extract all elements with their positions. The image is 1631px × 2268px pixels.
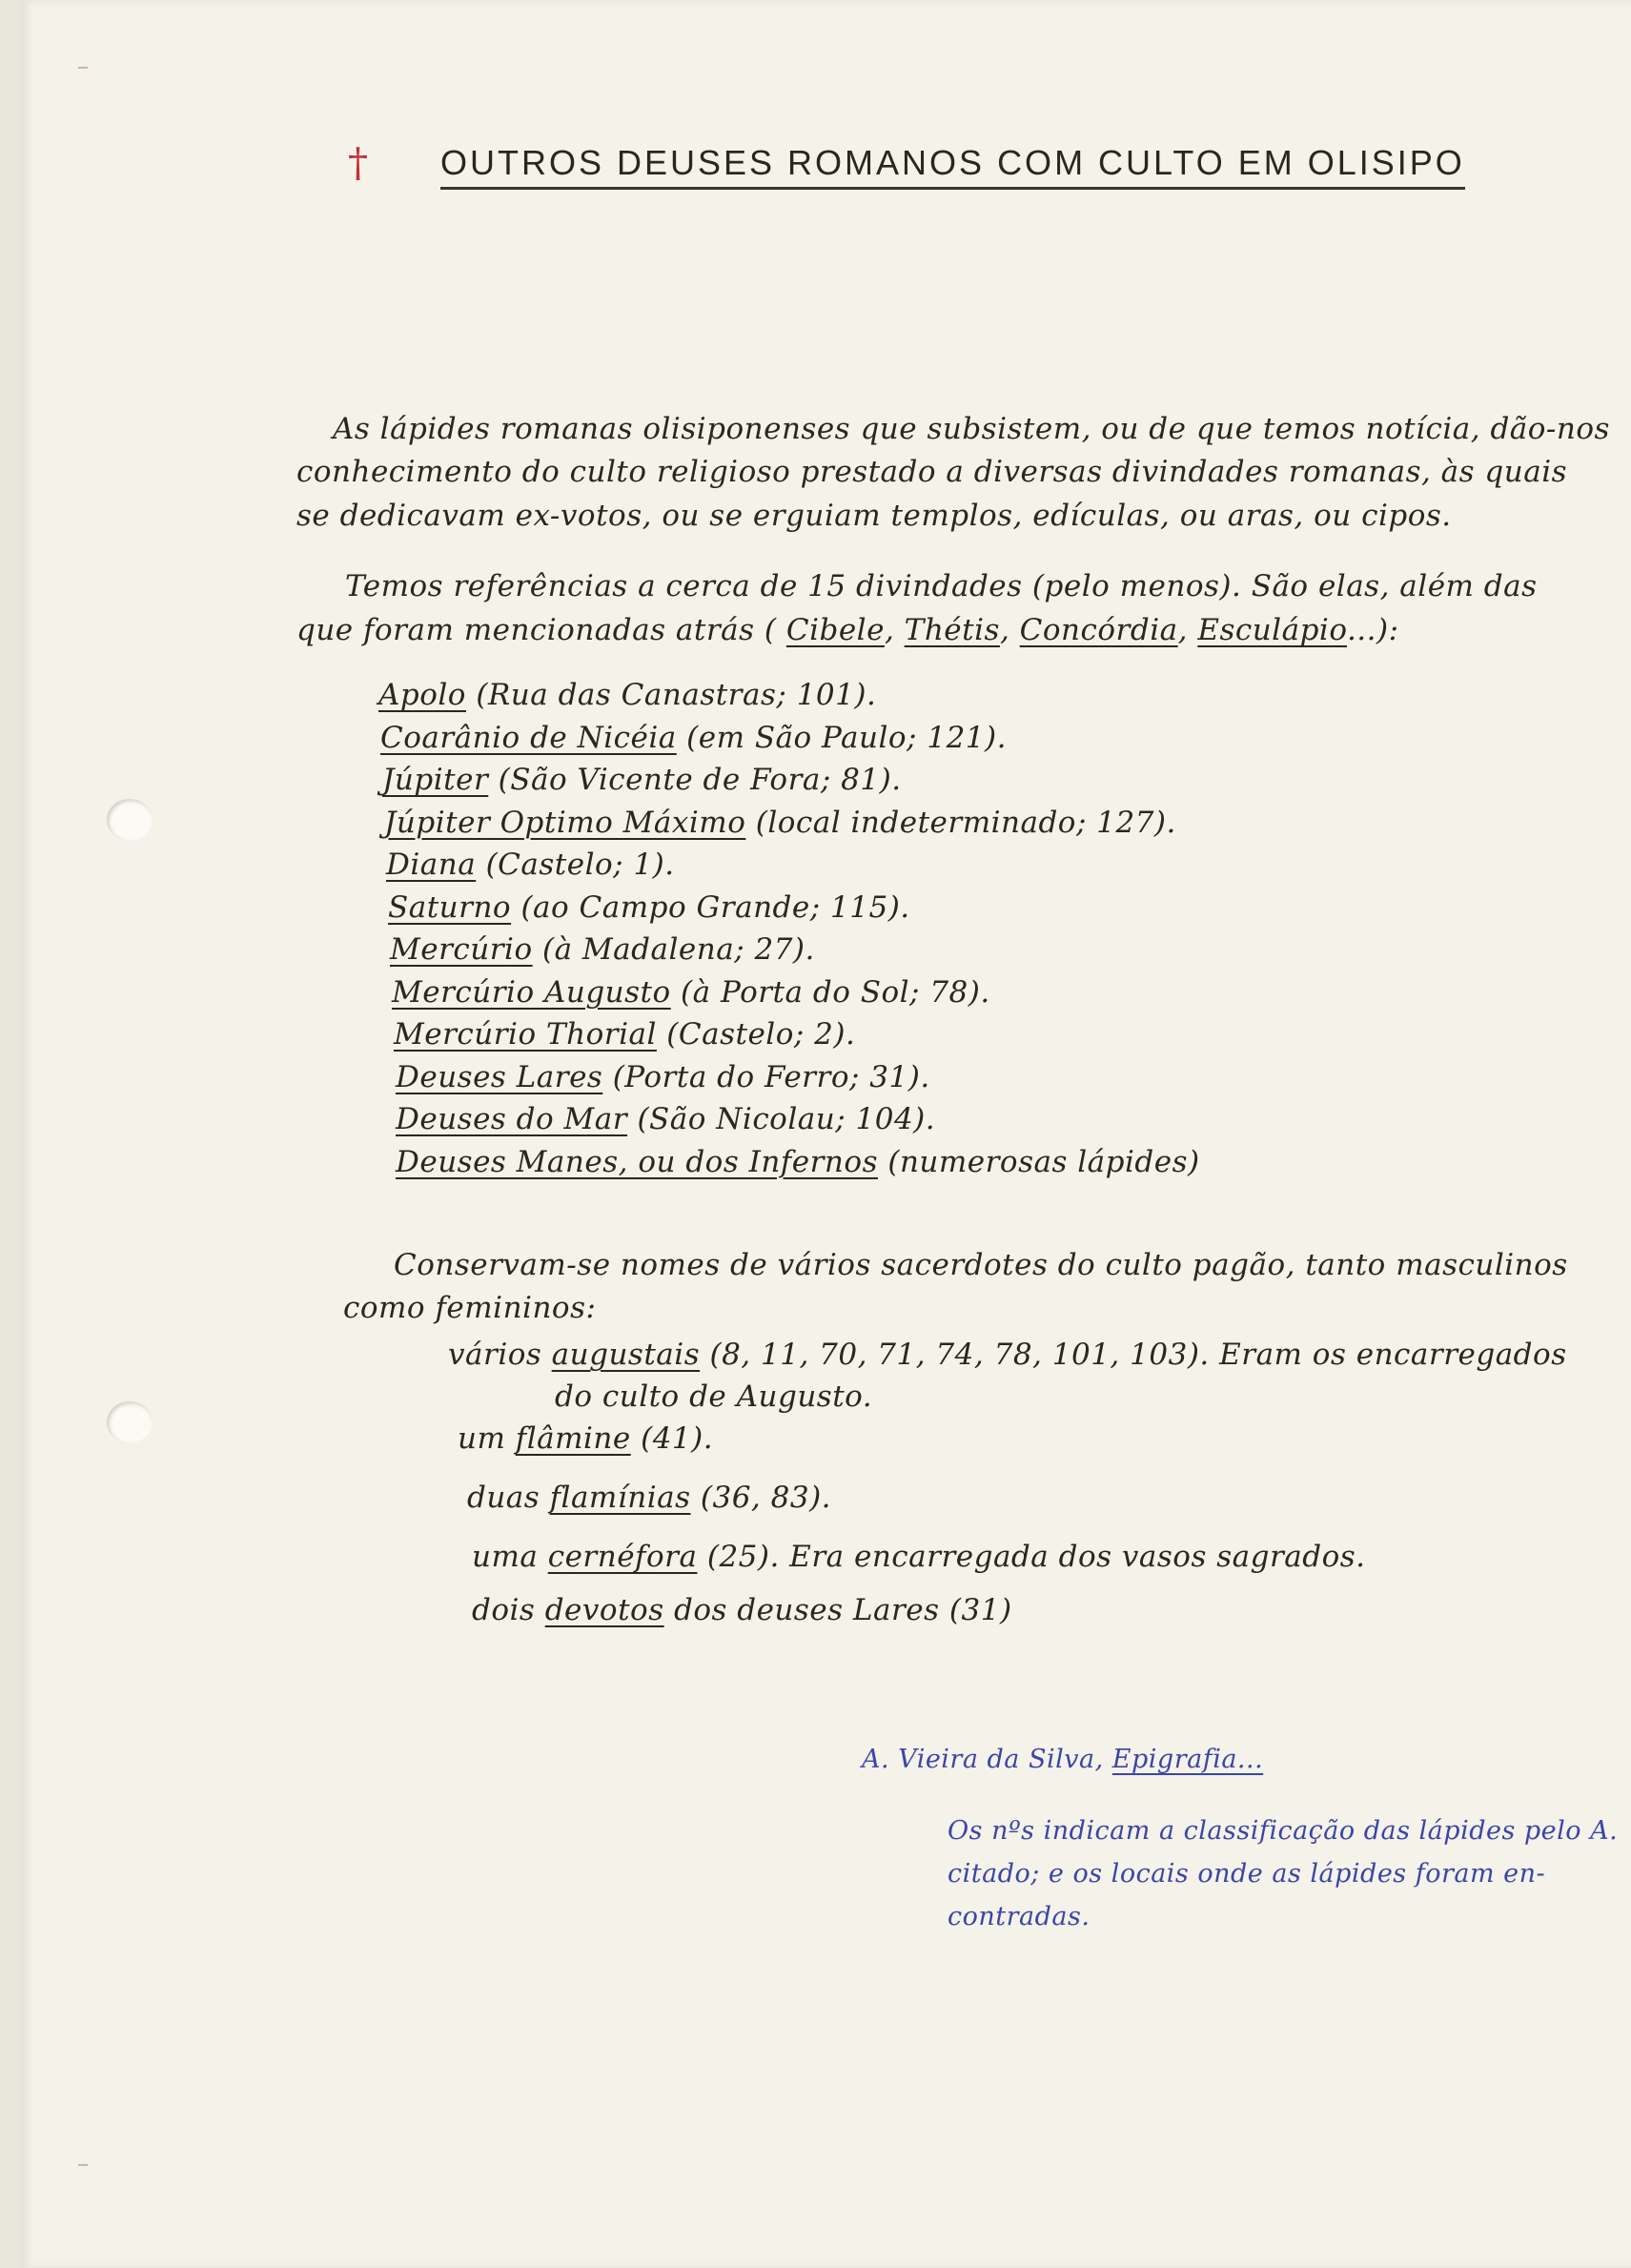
priest-item bbox=[458, 1421, 713, 1456]
punch-hole bbox=[107, 799, 153, 841]
priest-detail: (8, 11, 70, 71, 74, 78, 101, 103). Eram os encarregados bbox=[709, 1338, 1567, 1372]
deity-name: Apolo bbox=[378, 678, 466, 712]
deity-item bbox=[384, 806, 1176, 840]
deity-item bbox=[396, 1102, 935, 1136]
deity-detail: (numerosas lápides) bbox=[887, 1144, 1200, 1179]
deity-name: Mercúrio bbox=[390, 932, 533, 967]
deity-detail: (ao Campo Grande; 115). bbox=[520, 889, 910, 925]
deity-item bbox=[396, 1060, 930, 1094]
deity-mentioned: Esculápio bbox=[1197, 613, 1347, 647]
deity-name: Mercúrio Augusto bbox=[392, 974, 671, 1010]
paragraph-line: como femininos: bbox=[343, 1291, 597, 1325]
priest-detail: (36, 83). bbox=[700, 1481, 832, 1515]
deity-name: Deuses Lares bbox=[396, 1059, 603, 1094]
priest-item bbox=[472, 1593, 1012, 1627]
deity-detail: (em São Paulo; 121). bbox=[686, 720, 1007, 755]
deity-name: Júpiter Optimo Máximo bbox=[384, 805, 746, 840]
deity-item bbox=[396, 1145, 1200, 1179]
paragraph-line: Temos referências a cerca de 15 divindades (pelo menos). São elas, além das bbox=[345, 569, 1538, 603]
priest-item bbox=[448, 1338, 1567, 1372]
deity-detail: (local indeterminado; 127). bbox=[755, 805, 1176, 840]
priest-prefix: dois bbox=[472, 1593, 536, 1627]
deity-name: Deuses do Mar bbox=[396, 1102, 628, 1136]
note-line: Os nºs indicam a classificação das lápides pelo A. bbox=[948, 1816, 1619, 1846]
priest-prefix: duas bbox=[467, 1481, 540, 1515]
source-author: A. Vieira da Silva, bbox=[862, 1745, 1104, 1774]
priest-detail: (25). Era encarregada dos vasos sagrados. bbox=[706, 1540, 1366, 1574]
edge-mark bbox=[78, 67, 88, 69]
text: ...): bbox=[1346, 613, 1399, 647]
deity-detail: (São Nicolau; 104). bbox=[637, 1102, 936, 1136]
priest-item bbox=[467, 1481, 831, 1515]
page-title: OUTROS DEUSES ROMANOS COM CULTO EM OLISIPO bbox=[440, 143, 1465, 190]
deity-detail: (Castelo; 1). bbox=[485, 848, 675, 882]
deity-name: Saturno bbox=[388, 889, 512, 925]
source-citation bbox=[862, 1745, 1263, 1774]
source-work: Epigrafia... bbox=[1111, 1745, 1264, 1774]
priest-term: devotos bbox=[544, 1593, 664, 1627]
paragraph-line: se dedicavam ex-votos, ou se erguiam templos, edículas, ou aras, ou cipos. bbox=[296, 499, 1452, 533]
priest-detail: dos deuses Lares (31) bbox=[673, 1593, 1012, 1627]
deity-detail: (à Porta do Sol; 78). bbox=[681, 974, 990, 1010]
deity-item bbox=[388, 890, 910, 925]
red-cross-mark: † bbox=[348, 139, 368, 186]
deity-mentioned: Cibele bbox=[785, 613, 885, 647]
deity-mentioned: Thétis bbox=[904, 613, 1000, 647]
deity-mentioned: Concórdia bbox=[1019, 613, 1178, 647]
punch-hole bbox=[107, 1401, 153, 1443]
note-line: contradas. bbox=[948, 1902, 1091, 1931]
text: que foram mencionadas atrás ( bbox=[296, 613, 777, 647]
priest-term: cernéfora bbox=[547, 1540, 698, 1574]
deity-name: Deuses Manes, ou dos Infernos bbox=[396, 1144, 878, 1179]
deity-detail: (à Madalena; 27). bbox=[542, 932, 815, 967]
deity-name: Júpiter bbox=[382, 763, 489, 797]
priest-continuation: do culto de Augusto. bbox=[555, 1379, 873, 1414]
priest-prefix: uma bbox=[472, 1540, 539, 1574]
deity-item bbox=[392, 975, 990, 1010]
priest-term: augustais bbox=[551, 1338, 701, 1372]
deity-detail: (Porta do Ferro; 31). bbox=[612, 1059, 930, 1094]
priest-prefix: vários bbox=[448, 1338, 542, 1372]
deity-item bbox=[394, 1017, 855, 1052]
deity-name: Diana bbox=[386, 848, 477, 882]
deity-item bbox=[378, 678, 876, 712]
deity-item bbox=[382, 763, 902, 797]
note-line: citado; e os locais onde as lápides foram en- bbox=[948, 1859, 1546, 1889]
priest-term: flâmine bbox=[515, 1421, 631, 1456]
priest-term: flamínias bbox=[549, 1481, 691, 1515]
deity-detail: (São Vicente de Fora; 81). bbox=[498, 763, 902, 797]
deity-item bbox=[386, 848, 675, 882]
deity-detail: (Rua das Canastras; 101). bbox=[476, 678, 877, 712]
deity-name: Mercúrio Thorial bbox=[394, 1017, 657, 1052]
paragraph-line: Conservam-se nomes de vários sacerdotes do culto pagão, tanto masculinos bbox=[394, 1248, 1568, 1282]
priest-prefix: um bbox=[458, 1421, 506, 1456]
paragraph-line: conhecimento do culto religioso prestado a diversas divindades romanas, às quais bbox=[296, 455, 1568, 489]
deity-item bbox=[390, 932, 815, 967]
deity-item bbox=[380, 721, 1007, 755]
deity-name: Coarânio de Nicéia bbox=[380, 720, 677, 755]
paragraph-line: As lápides romanas olisiponenses que subsistem, ou de que temos notícia, dão-nos bbox=[333, 412, 1610, 446]
paragraph-line: que foram mencionadas atrás ( Cibele, Thétis, Concórdia, Esculápio...): bbox=[296, 613, 1399, 647]
priest-detail: (41). bbox=[641, 1421, 714, 1456]
edge-mark bbox=[78, 2164, 88, 2166]
priest-item bbox=[472, 1540, 1366, 1574]
deity-detail: (Castelo; 2). bbox=[666, 1017, 856, 1052]
